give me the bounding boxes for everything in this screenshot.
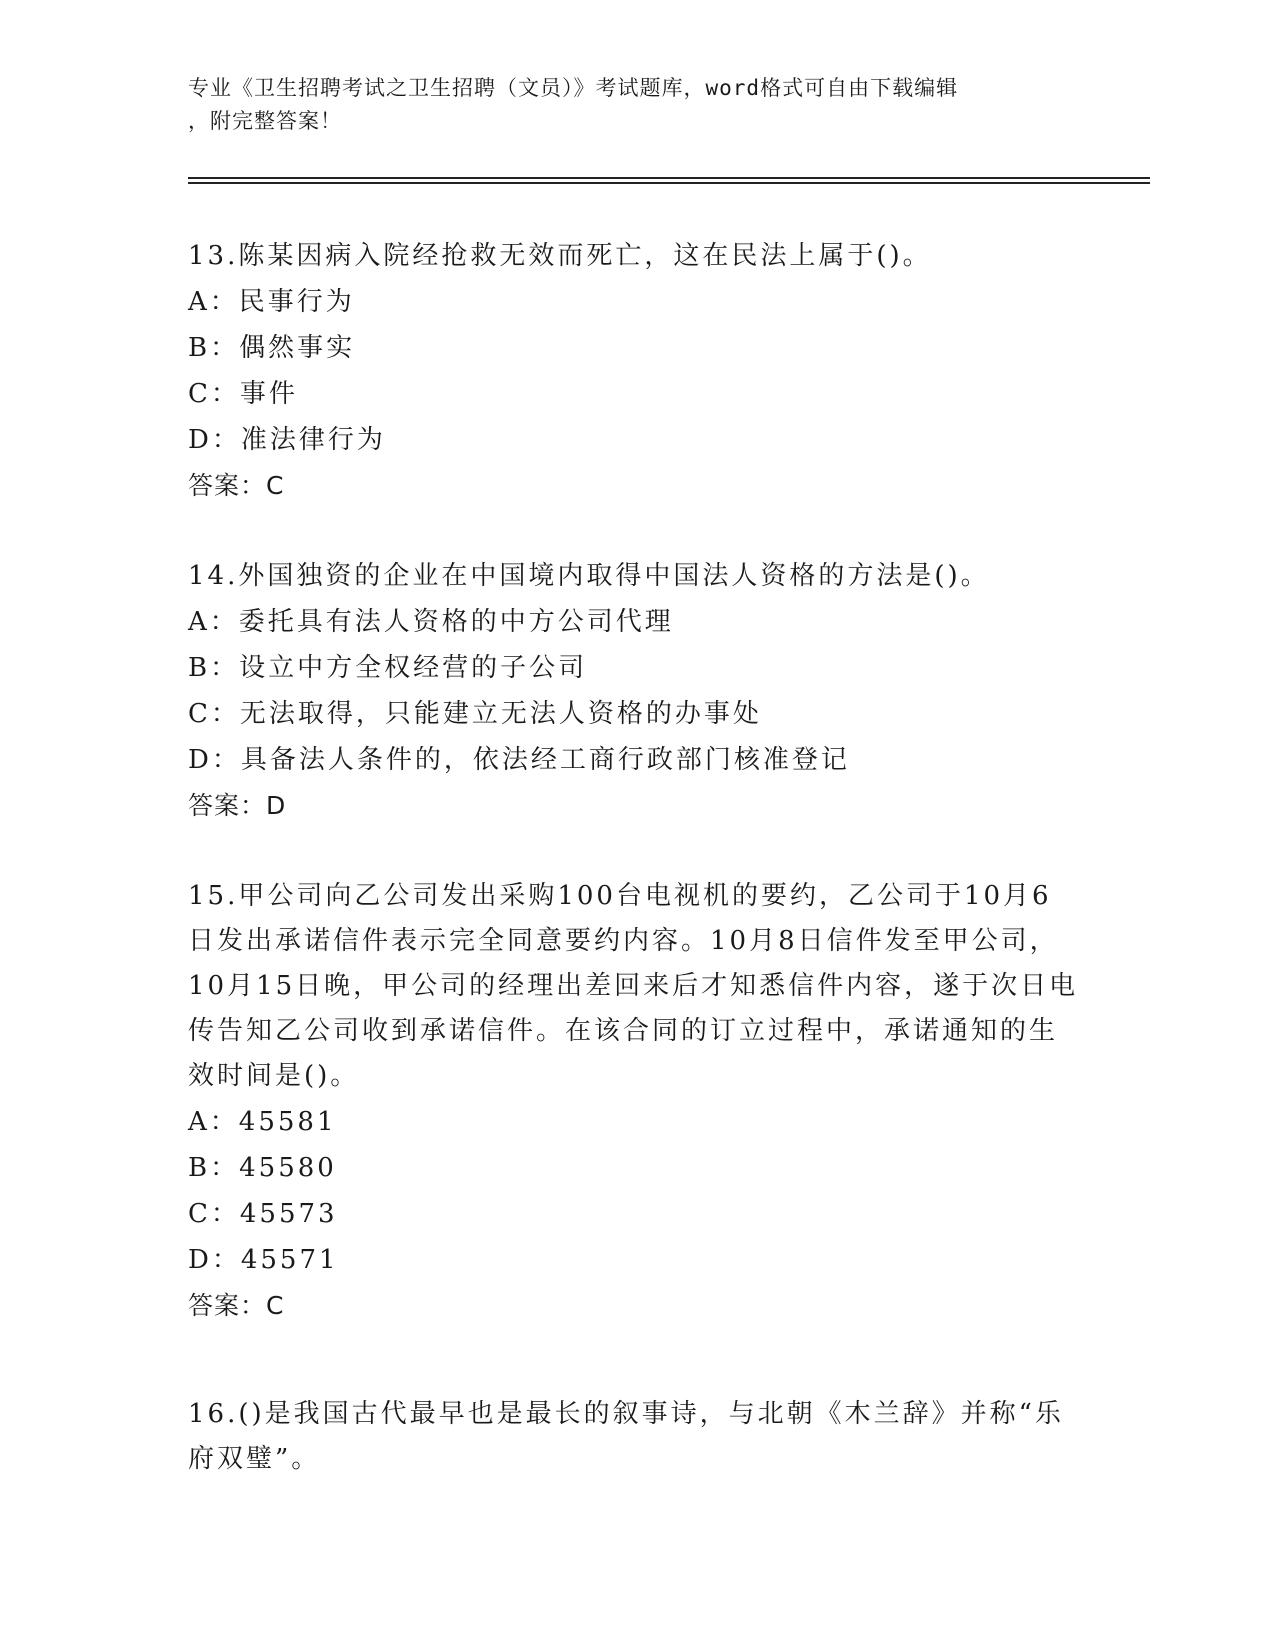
option-a: A：委托具有法人资格的中方公司代理 (188, 607, 674, 637)
document-header (188, 72, 1088, 138)
answer-label: 答案：C (188, 471, 285, 500)
header-divider-bottom (188, 182, 1150, 184)
option-d: D：45571 (188, 1245, 339, 1275)
question-14 (188, 553, 1088, 829)
option-c: C：45573 (188, 1199, 338, 1229)
header-line-1: 专业《卫生招聘考试之卫生招聘（文员）》考试题库，word格式可自由下载编辑 (188, 76, 959, 100)
question-stem-line: 16.()是我国古代最早也是最长的叙事诗，与北朝《木兰辞》并称“乐 (188, 1399, 1064, 1429)
question-stem-line: 府双璧”。 (188, 1444, 321, 1474)
option-b: B：偶然事实 (188, 333, 356, 363)
question-13 (188, 233, 1088, 509)
question-15 (188, 874, 1088, 1329)
option-c: C：事件 (188, 379, 298, 409)
answer-label: 答案：D (188, 791, 287, 820)
option-a: A：45581 (188, 1107, 337, 1137)
option-b: B：设立中方全权经营的子公司 (188, 653, 588, 683)
header-line-2: ，附完整答案！ (188, 109, 342, 133)
option-a: A：民事行为 (188, 287, 355, 317)
question-stem-line: 日发出承诺信件表示完全同意要约内容。10月8日信件发至甲公司， (188, 926, 1059, 956)
option-c: C：无法取得，只能建立无法人资格的办事处 (188, 699, 762, 729)
question-stem: 14.外国独资的企业在中国境内取得中国法人资格的方法是()。 (188, 561, 990, 591)
question-stem-line: 10月15日晚，甲公司的经理出差回来后才知悉信件内容，遂于次日电 (188, 971, 1079, 1001)
question-stem-line: 效时间是()。 (188, 1061, 360, 1091)
question-16 (188, 1392, 1088, 1482)
option-b: B：45580 (188, 1153, 337, 1183)
option-d: D：具备法人条件的，依法经工商行政部门核准登记 (188, 745, 850, 775)
option-d: D：准法律行为 (188, 425, 386, 455)
question-stem: 13.陈某因病入院经抢救无效而死亡，这在民法上属于()。 (188, 241, 932, 271)
question-stem-line: 15.甲公司向乙公司发出采购100台电视机的要约，乙公司于10月6 (188, 881, 1052, 911)
question-stem-line: 传告知乙公司收到承诺信件。在该合同的订立过程中，承诺通知的生 (188, 1016, 1059, 1046)
answer-label: 答案：C (188, 1291, 285, 1320)
header-divider-top (188, 177, 1150, 179)
